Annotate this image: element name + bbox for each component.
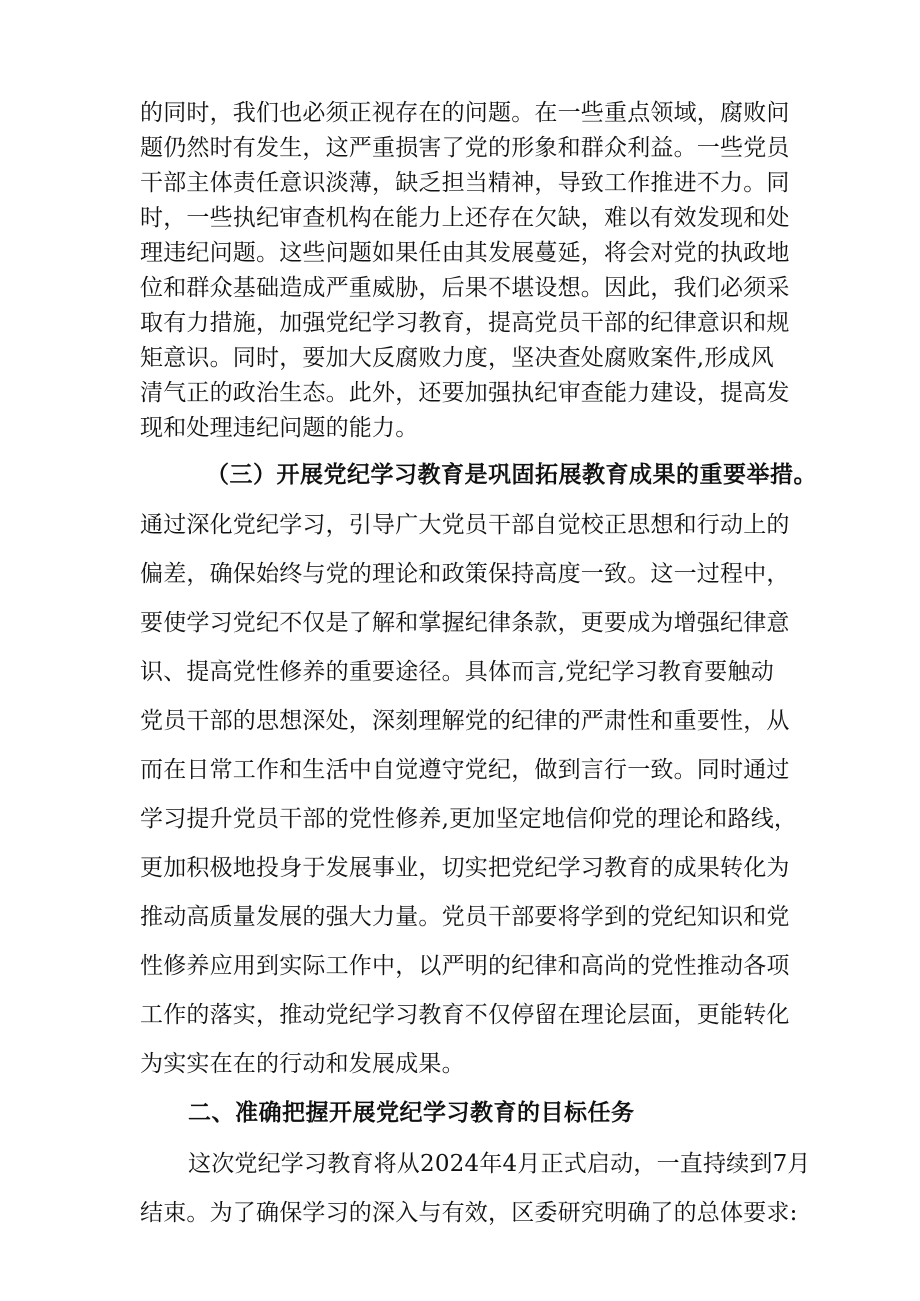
paragraph-line: 而在日常工作和生活中自觉遵守党纪，做到言行一致。同时通过 bbox=[140, 757, 790, 783]
paragraph-line: 偏差，确保始终与党的理论和政策保持高度一致。这一过程中， bbox=[140, 561, 790, 587]
paragraph-line: 的同时，我们也必须正视存在的问题。在一些重点领域，腐败问 bbox=[140, 100, 790, 126]
paragraph-line: 题仍然时有发生，这严重损害了党的形象和群众利益。一些党员 bbox=[140, 135, 790, 161]
paragraph-line: 这次党纪学习教育将从2024年4月正式启动，一直持续到7月 bbox=[188, 1151, 811, 1177]
paragraph-line: 理违纪问题。这些问题如果任由其发展蔓延，将会对党的执政地 bbox=[140, 240, 790, 266]
paragraph-line: 清气正的政治生态。此外，还要加强执纪审查能力建设，提高发 bbox=[140, 380, 790, 406]
paragraph-line: 要使学习党纪不仅是了解和掌握纪律条款，更要成为增强纪律意 bbox=[140, 610, 790, 636]
paragraph-line: 更加积极地投身于发展事业，切实把党纪学习教育的成果转化为 bbox=[140, 855, 790, 881]
paragraph-line: 工作的落实，推动党纪学习教育不仅停留在理论层面，更能转化 bbox=[140, 1002, 790, 1028]
paragraph-line: 位和群众基础造成严重威胁，后果不堪设想。因此，我们必须采 bbox=[140, 275, 790, 301]
paragraph-line: 干部主体责任意识淡薄，缺乏担当精神，导致工作推进不力。同 bbox=[140, 170, 790, 196]
paragraph-line: 矩意识。同时，要加大反腐败力度，坚决查处腐败案件,形成风 bbox=[140, 345, 774, 371]
paragraph-line: 时，一些执纪审查机构在能力上还存在欠缺，难以有效发现和处 bbox=[140, 205, 790, 231]
paragraph-line: 取有力措施，加强党纪学习教育，提高党员干部的纪律意识和规 bbox=[140, 310, 790, 336]
section-subheading: （三）开展党纪学习教育是巩固拓展教育成果的重要举措。 bbox=[206, 462, 817, 488]
paragraph-line: 性修养应用到实际工作中，以严明的纪律和高尚的党性推动各项 bbox=[140, 953, 790, 979]
section-heading: 二、准确把握开展党纪学习教育的目标任务 bbox=[188, 1100, 635, 1126]
paragraph-line: 结束。为了确保学习的深入与有效，区委研究明确了的总体要求: bbox=[140, 1200, 798, 1226]
paragraph-line: 党员干部的思想深处，深刻理解党的纪律的严肃性和重要性，从 bbox=[140, 708, 790, 734]
paragraph-line: 识、提高党性修养的重要途径。具体而言,党纪学习教育要触动 bbox=[140, 659, 774, 685]
paragraph-line: 推动高质量发展的强大力量。党员干部要将学到的党纪知识和党 bbox=[140, 904, 790, 930]
paragraph-line: 为实实在在的行动和发展成果。 bbox=[140, 1051, 465, 1077]
paragraph-line: 通过深化党纪学习，引导广大党员干部自觉校正思想和行动上的 bbox=[140, 512, 790, 538]
paragraph-line: 学习提升党员干部的党性修养,更加坚定地信仰党的理论和路线， bbox=[140, 806, 798, 832]
paragraph-line: 现和处理违纪问题的能力。 bbox=[140, 415, 419, 441]
